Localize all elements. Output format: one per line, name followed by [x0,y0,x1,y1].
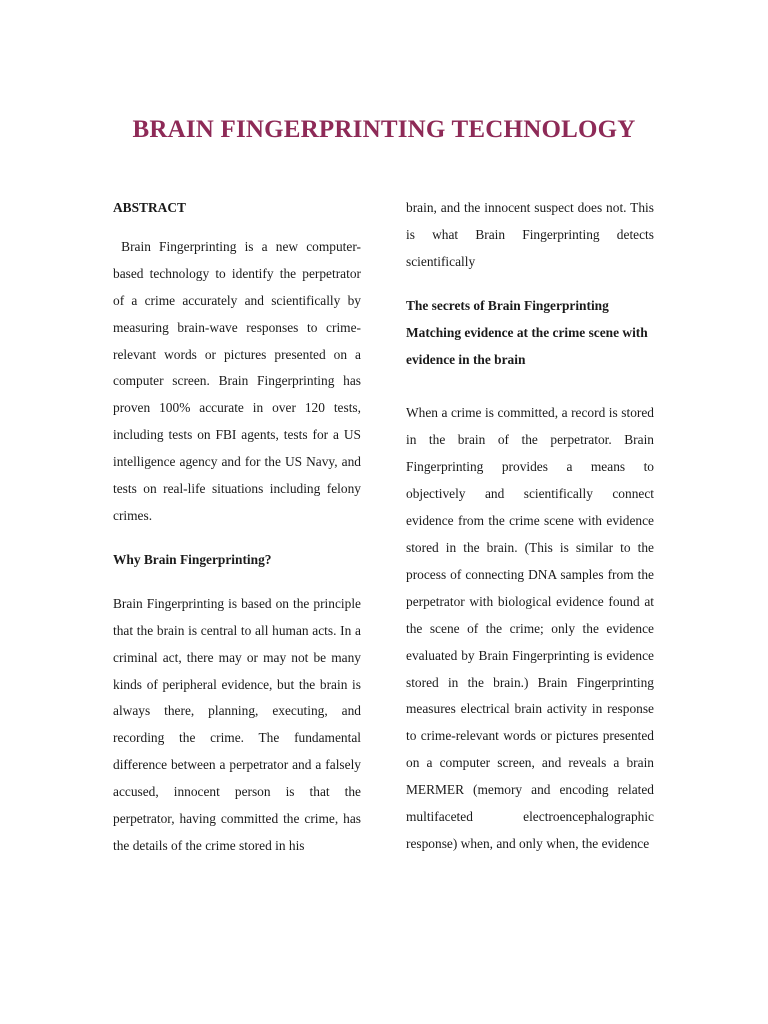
left-column [113,195,365,860]
document-title: BRAIN FINGERPRINTING TECHNOLOGY [132,116,636,143]
secrets-heading: The secrets of Brain Fingerprinting Matching evidence at the crime scene with evidence in the brain [406,297,648,367]
abstract-paragraph: Brain Fingerprinting is a new computer-based technology to identify the perpetrator of a crime accurately and scientifically by measuring brain-wave responses to crime-relevant words or pictures presented on a computer screen. Brain Fingerprinting has proven 100% accurate in over 120 tests, including tests on FBI agents, tests for a US intelligence agency and for the US Navy, and tests on real-life situations including felony crimes. [113,238,365,523]
abstract-heading: ABSTRACT [113,200,186,215]
continuation-paragraph: brain, and the innocent suspect does not. This is what Brain Fingerprinting detects scientifically [406,200,654,269]
secrets-paragraph: When a crime is committed, a record is stored in the brain of the perpetrator. Brain Fingerprinting provides a means to objectively and scientifically connect evidence from the crime scene with evidence stored in the brain. (This is similar to the process of connecting DNA samples from the perpetrator with biological evidence found at the scene of the crime; only the evidence evaluated by Brain Fingerprinting is evidence stored in the brain.) Brain Fingerprinting measures electrical brain activity in response to crime-relevant words or pictures presented on a computer screen, and reveals a brain MERMER (memory and encoding related multifaceted electroencephalographic response) when, and only when, the evidence [406,405,654,851]
why-paragraph: Brain Fingerprinting is based on the principle that the brain is central to all human acts. In a criminal act, there may or may not be many kinds of peripheral evidence, but the brain is always there, planning, executing, and recording the crime. The fundamental difference between a perpetrator and a falsely accused, innocent person is that the perpetrator, having committed the crime, has the details of the crime stored in his [113,595,361,853]
why-heading: Why Brain Fingerprinting? [113,551,272,567]
right-column [406,195,654,858]
